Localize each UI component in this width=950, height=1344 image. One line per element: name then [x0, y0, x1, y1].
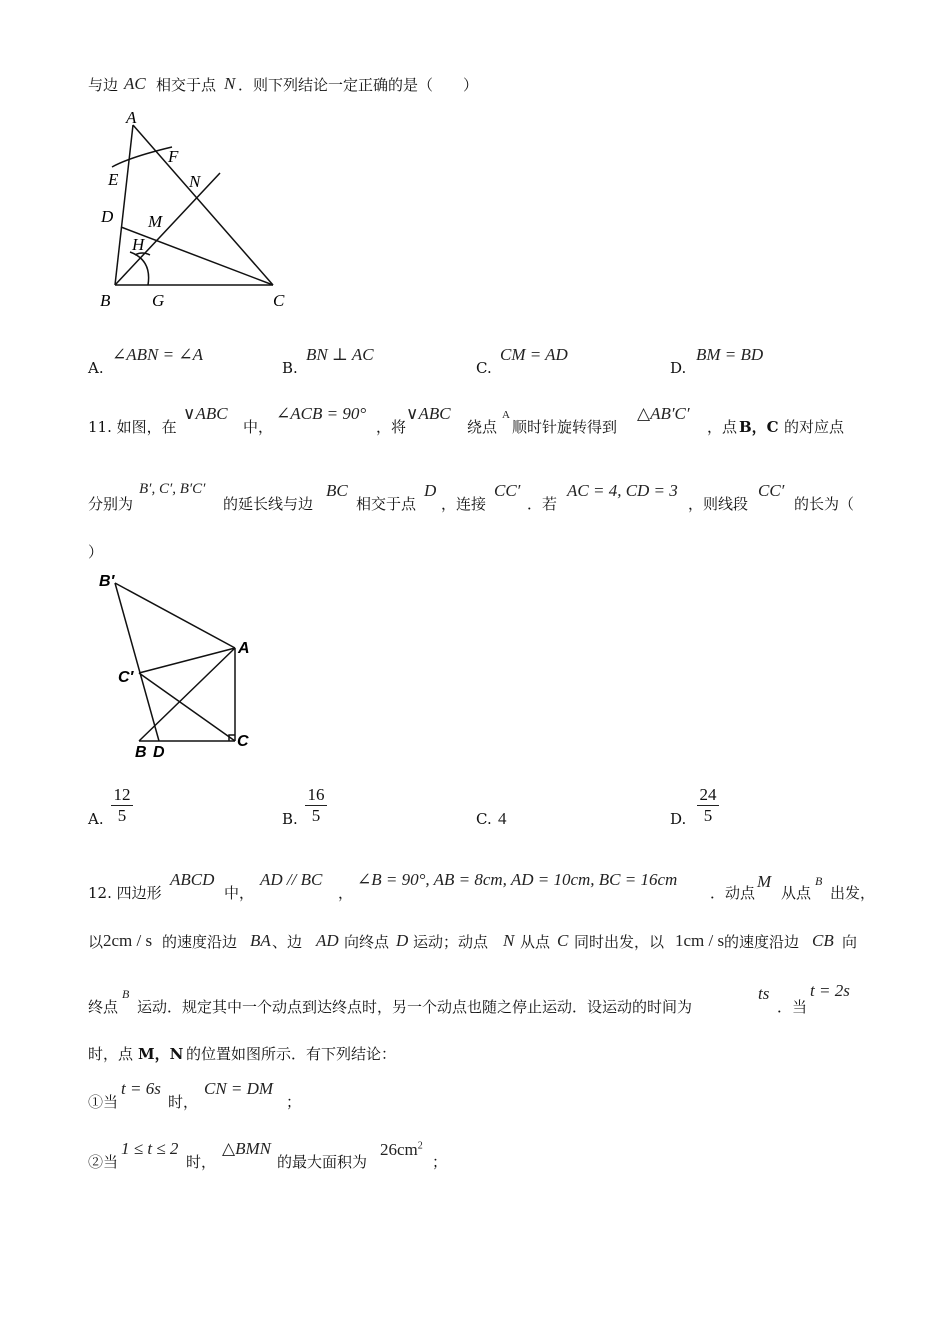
q12-l2-i: 向 — [842, 933, 858, 951]
q10-intro-n: N — [224, 74, 236, 93]
q12-l2-h: 的速度沿边 — [724, 933, 800, 951]
q11-option-b-fraction[interactable] — [303, 786, 329, 825]
q10-intro-mid: 相交于点 — [156, 76, 217, 94]
label-a: A — [126, 108, 137, 127]
q10-intro-suffix: ．则下列结论一定正确的是（ ） — [238, 76, 479, 94]
q11-line2-c: 相交于点 — [356, 495, 417, 513]
q10-intro-ac: AC — [124, 74, 146, 93]
q10-option-a-expr[interactable]: ∠ABN = ∠A — [112, 345, 203, 364]
q12-b: B — [815, 874, 823, 888]
q12-c1-b: 时， — [168, 1093, 199, 1111]
q12-l3-c: ．当 — [777, 998, 808, 1016]
q11-seg-cc: CC′ — [494, 481, 521, 500]
q12-l2-a: 以 — [88, 933, 104, 951]
q11-given: AC = 4, CD = 3 — [567, 481, 678, 500]
label-a: A — [238, 640, 250, 657]
q12-c2-t: 1 ≤ t ≤ 2 — [121, 1139, 179, 1158]
q11-t4: 顺时针旋转得到 — [512, 418, 618, 436]
label-h: H — [132, 235, 145, 254]
q12-l2-f: 从点 — [520, 933, 551, 951]
q12-l4-mn: M，N — [138, 1045, 184, 1063]
q12-m: M — [757, 872, 772, 891]
q12-c2-b: 时， — [186, 1153, 217, 1171]
q12-t4: 从点 — [781, 884, 812, 902]
q11-option-d-fraction[interactable] — [695, 786, 721, 825]
label-f: F — [168, 147, 179, 166]
q11-pts-bc: B，C — [739, 418, 779, 436]
q12-t3: ．动点 — [710, 884, 756, 902]
arc-ef — [112, 147, 172, 167]
q12-c1-c: ； — [286, 1093, 302, 1111]
q12-d: D — [396, 931, 409, 950]
q11-option-c-letter[interactable]: C. — [476, 810, 492, 828]
label-d: D — [153, 744, 165, 761]
q11-option-d-den: 5 — [703, 806, 713, 825]
q10-option-d-letter[interactable]: D. — [670, 359, 687, 377]
label-c: C — [237, 733, 249, 750]
q12-l2-g: 同时出发，以 — [574, 933, 665, 951]
q12-number: 12. 四边形 — [88, 884, 162, 902]
q12-c2-a: ②当 — [88, 1153, 119, 1171]
q12-c2-area — [380, 1141, 423, 1158]
q11-line2-e: ．若 — [527, 495, 558, 513]
q11-t5: ，点 — [707, 418, 738, 436]
q11-option-a-num: 12 — [113, 785, 131, 804]
q12-c2-area-exponent: 2 — [417, 1140, 423, 1152]
q11-t6: 的对应点 — [784, 418, 845, 436]
q10-option-a-letter[interactable]: A. — [88, 359, 104, 377]
q11-option-a-den: 5 — [117, 806, 127, 825]
q12-c2-area-value: 26cm — [380, 1140, 418, 1159]
q12-t2: ， — [338, 884, 354, 902]
q12-c2-c: 的最大面积为 — [277, 1153, 368, 1171]
q10-option-c-letter[interactable]: C. — [476, 359, 492, 377]
q12-ba: BA — [250, 931, 271, 950]
label-c-prime: C′ — [118, 669, 134, 686]
q12-n: N — [503, 931, 515, 950]
q12-t1: 中， — [224, 884, 255, 902]
q11-t3: 绕点 — [467, 418, 498, 436]
q12-speed2: 1cm / s — [675, 931, 725, 950]
q12-t5: 出发， — [830, 884, 876, 902]
q11-figure — [95, 565, 265, 765]
segment-cp-c — [139, 673, 235, 741]
q11-option-a-letter[interactable]: A. — [88, 810, 104, 828]
label-d: D — [101, 207, 114, 226]
q12-c2-tri: △BMN — [222, 1139, 271, 1158]
segment-bp-d — [115, 583, 159, 741]
q12-speed1: 2cm / s — [103, 931, 153, 950]
q11-option-b-num: 16 — [307, 785, 325, 804]
label-m: M — [148, 212, 163, 231]
q12-l2-e: 运动；动点 — [413, 933, 489, 951]
q12-parallel: AD // BC — [260, 870, 323, 889]
q12-b2: B — [122, 987, 130, 1001]
label-b-prime: B′ — [99, 573, 115, 590]
q11-angle: ∠ACB = 90° — [276, 404, 367, 423]
label-b: B — [135, 744, 147, 761]
label-n: N — [189, 172, 201, 191]
segment-cp-a — [139, 648, 235, 673]
segment-bp-a — [115, 583, 235, 648]
q11-tri2: ∨ABC — [406, 404, 451, 423]
q10-option-b-letter[interactable]: B. — [282, 359, 298, 377]
segment-ba — [139, 648, 235, 741]
q11-line2-d: ，连接 — [441, 495, 487, 513]
q11-pivot: A — [502, 409, 510, 421]
q12-given: ∠B = 90°, AB = 8cm, AD = 10cm, BC = 16cm — [357, 870, 678, 889]
label-b: B — [100, 291, 111, 310]
q11-option-d-letter[interactable]: D. — [670, 810, 687, 828]
label-g: G — [152, 291, 165, 310]
arc-gh — [130, 252, 149, 285]
q11-option-a-fraction[interactable] — [109, 786, 135, 825]
q12-l4: 时，点 — [88, 1045, 134, 1063]
q11-line2-a: 分别为 — [88, 495, 134, 513]
q12-l2-d: 向终点 — [344, 933, 390, 951]
segment-bn — [115, 173, 220, 285]
q11-edge-bc: BC — [326, 481, 348, 500]
q10-figure — [90, 105, 310, 320]
q10-option-b-expr[interactable]: BN ⊥ AC — [306, 345, 374, 364]
q11-line2-g: 的长为（ — [794, 495, 855, 513]
label-c: C — [273, 291, 285, 310]
q12-c1-a: ①当 — [88, 1093, 119, 1111]
q11-option-b-letter[interactable]: B. — [282, 810, 298, 828]
q11-line3: ） — [88, 543, 104, 561]
q12-ts: ts — [758, 984, 770, 1003]
q12-ad: AD — [316, 931, 339, 950]
q12-c1-t: t = 6s — [121, 1079, 161, 1098]
q12-quad: ABCD — [170, 870, 215, 889]
q12-l3-a: 终点 — [88, 998, 119, 1016]
q11-option-b-den: 5 — [311, 806, 321, 825]
q11-seg-cc2: CC′ — [758, 481, 785, 500]
q11-line2-b: 的延长线与边 — [223, 495, 314, 513]
q11-line2-f: ，则线段 — [688, 495, 749, 513]
segment-ac — [133, 125, 273, 285]
q12-l2-c: 、边 — [272, 933, 303, 951]
q12-c1-eq: CN = DM — [204, 1079, 274, 1098]
q10-intro-prefix: 与边 — [88, 76, 119, 94]
q10-option-d-expr[interactable]: BM = BD — [696, 345, 764, 364]
q12-l2-b: 的速度沿边 — [162, 933, 238, 951]
q11-tri1: ∨ABC — [183, 404, 228, 423]
q11-t1: 中， — [243, 418, 274, 436]
q12-c2-d: ； — [432, 1153, 448, 1171]
label-e: E — [108, 170, 119, 189]
q12-cb: CB — [812, 931, 834, 950]
q12-l3-b: 运动．规定其中一个动点到达终点时，另一个动点也随之停止运动．设运动的时间为 — [137, 998, 693, 1016]
q11-tri3: △AB′C′ — [637, 404, 690, 423]
segment-ab — [115, 125, 133, 285]
q11-pt-d: D — [424, 481, 437, 500]
q12-l4-b: 的位置如图所示．有下列结论： — [186, 1045, 397, 1063]
q11-number: 11. 如图，在 — [88, 418, 177, 436]
q11-pts-prime: B′, C′, B′C′ — [139, 481, 206, 497]
q12-t2s: t = 2s — [810, 981, 850, 1000]
q12-c: C — [557, 931, 569, 950]
q11-t2: ，将 — [376, 418, 407, 436]
q10-option-c-expr[interactable]: CM = AD — [500, 345, 568, 364]
q11-option-c-value[interactable]: 4 — [498, 809, 507, 828]
q11-option-d-num: 24 — [699, 785, 717, 804]
